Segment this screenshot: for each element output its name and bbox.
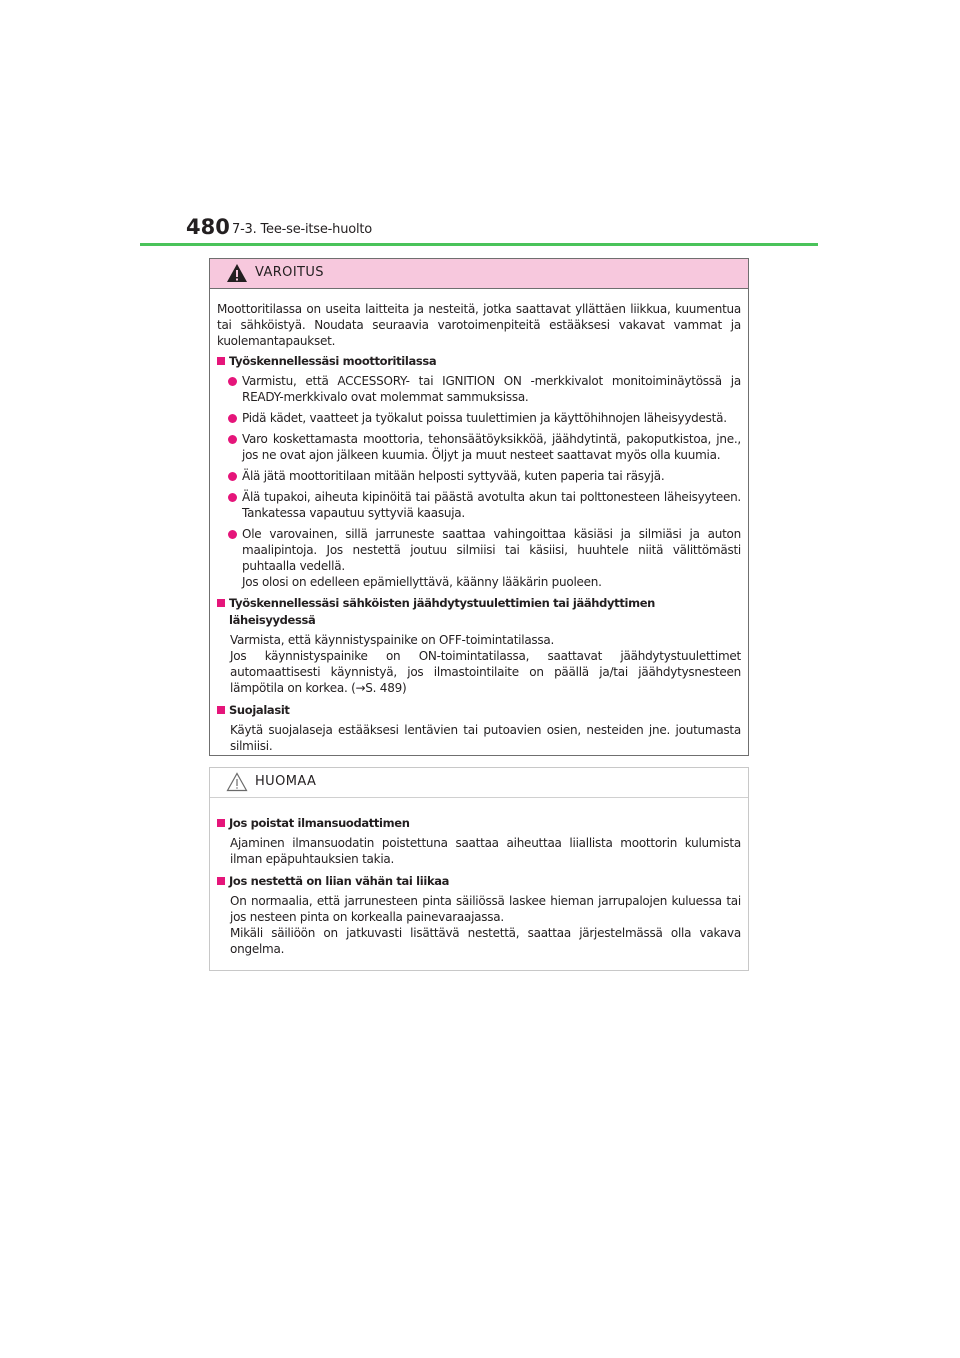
round-bullet-icon <box>228 414 237 423</box>
round-bullet-icon <box>228 377 237 386</box>
notice-body <box>210 798 748 957</box>
round-bullet-icon <box>228 493 237 502</box>
notice-header <box>210 768 748 798</box>
warning-section-glasses <box>217 702 741 754</box>
square-bullet-icon <box>217 877 225 885</box>
warning-title: VAROITUS <box>255 265 324 280</box>
square-bullet-icon <box>217 706 225 714</box>
notice-title: HUOMAA <box>255 774 317 789</box>
round-bullet-icon <box>228 530 237 539</box>
section-text: On normaalia, että jarrunesteen pinta säiliössä laskee hieman jarrupalojen kuluessa tai jos nesteen pinta on korkealla painevaraajassa. Mikäli säiliöön on jatkuvasti lisättävä nestettä, saattaa järjestelmässä olla vakava ongelma. <box>230 894 741 956</box>
section-title: 7-3. Tee-se-itse-huolto <box>232 222 373 237</box>
list-item: Pidä kädet, vaatteet ja työkalut poissa tuulettimien ja käyttöhihnojen läheisyydestä. <box>217 410 741 426</box>
section-heading: Jos nestettä on liian vähän tai liikaa <box>217 873 741 890</box>
warning-triangle-icon <box>226 263 248 283</box>
warning-body <box>210 289 748 754</box>
notice-section-fluid-level <box>217 873 741 957</box>
section-heading: Työskennellessäsi sähköisten jäähdytystuulettimien tai jäähdyttimen läheisyydessä <box>217 595 741 629</box>
section-heading: Työskennellessäsi moottoritilassa <box>217 353 741 370</box>
warning-section-fans <box>217 595 741 696</box>
square-bullet-icon <box>217 819 225 827</box>
section-text: Ajaminen ilmansuodatin poistettuna saattaa aiheuttaa liiallista moottorin kulumista ilman epäpuhtauksien takia. <box>230 836 741 866</box>
warning-box <box>209 258 749 756</box>
list-item: Älä tupakoi, aiheuta kipinöitä tai päästä avotulta akun tai polttonesteen läheisyyteen. Tankatessa vapautuu syttyviä kaasuja. <box>217 489 741 521</box>
caution-triangle-outline-icon <box>226 772 248 792</box>
list-item: Varo koskettamasta moottoria, tehonsäätöyksikköä, jäähdytintä, pakoputkistoa, jne., jos ne ovat ajon jälkeen kuumia. Öljyt ja muut nesteet saattavat myös olla kuumia. <box>217 431 741 463</box>
list-item: Älä jätä moottoritilaan mitään helposti syttyvää, kuten paperia tai räsyjä. <box>217 468 741 484</box>
round-bullet-icon <box>228 472 237 481</box>
section-text: Varmista, että käynnistyspainike on OFF-toimintatilassa. Jos käynnistyspainike on ON-toimintatilassa, saattavat jäähdytystuulettimet automaattisesti käynnistyä, jos ilmastointilaite on päällä ja/tai jäähdytysnesteen lämpötila on korkea. (→S. 489) <box>230 633 741 695</box>
square-bullet-icon <box>217 599 225 607</box>
round-bullet-icon <box>228 435 237 444</box>
notice-box <box>209 767 749 971</box>
list-item: Varmistu, että ACCESSORY- tai IGNITION ON -merkkivalot monitoiminäytössä ja READY-merkkivalo ovat molemmat sammuksissa. <box>217 373 741 405</box>
section-text: Käytä suojalaseja estääksesi lentävien tai putoavien osien, nesteiden jne. joutumasta silmiisi. <box>230 723 741 753</box>
section-heading: Suojalasit <box>217 702 741 719</box>
page-number: 480 <box>186 215 230 239</box>
warning-intro: Moottoritilassa on useita laitteita ja nesteitä, jotka saattavat yllättäen liikkua, kuumentua tai sähköistyä. Noudata seuraavia varotoimenpiteitä estääksesi vakavat vammat ja kuolemantapaukset. <box>217 302 741 348</box>
list-item: Ole varovainen, sillä jarruneste saattaa vahingoittaa käsiäsi ja silmiäsi ja auton maalipintoja. Jos nestettä joutuu silmiisi tai käsiisi, huuhtele niitä välittömästi puhtaalla vedellä. Jos olosi on edelleen epämiellyttävä, käänny lääkärin puoleen. <box>217 526 741 590</box>
warning-section-engine <box>217 353 741 590</box>
section-heading: Jos poistat ilmansuodattimen <box>217 815 741 832</box>
header-rule <box>140 243 818 246</box>
warning-header <box>210 259 748 289</box>
notice-section-air-filter <box>217 815 741 867</box>
square-bullet-icon <box>217 357 225 365</box>
